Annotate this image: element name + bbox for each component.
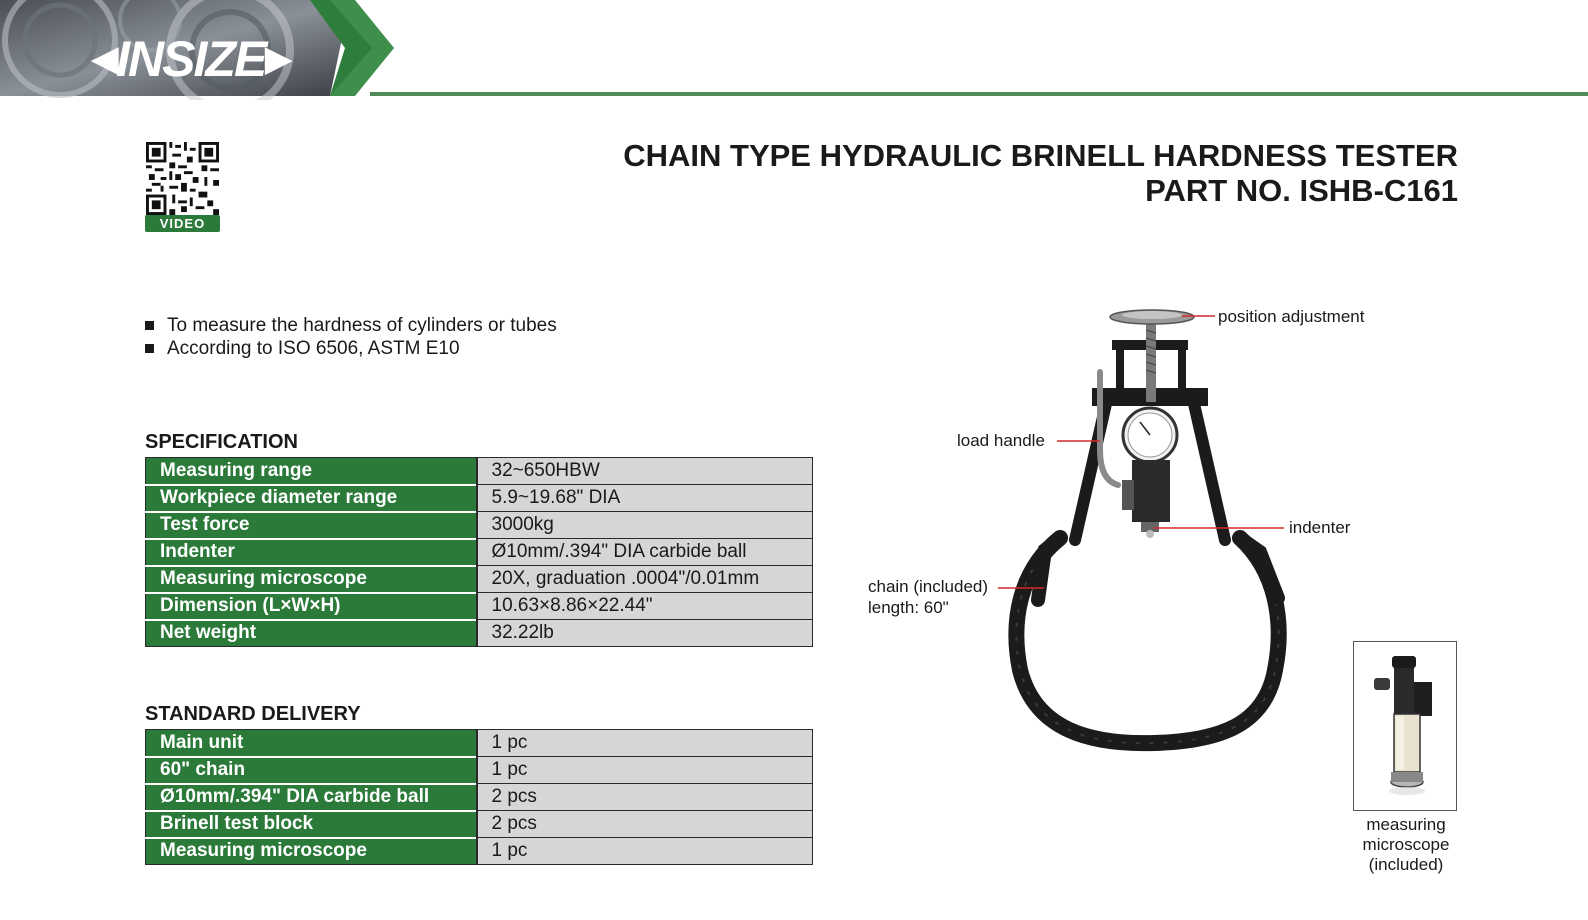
brand-name: INSIZE: [116, 31, 266, 87]
qr-code-icon: [145, 142, 220, 215]
delivery-label: Measuring microscope: [146, 838, 477, 865]
delivery-label: 60" chain: [146, 757, 477, 784]
delivery-value: 1 pc: [477, 730, 813, 757]
microscope-icon: [1354, 642, 1454, 808]
spec-value: 32~650HBW: [477, 458, 813, 485]
spec-label: Measuring microscope: [146, 566, 477, 593]
logo-arrow-right-icon: ▶: [265, 40, 290, 78]
spec-label: Dimension (L×W×H): [146, 593, 477, 620]
spec-label: Indenter: [146, 539, 477, 566]
spec-value: Ø10mm/.394" DIA carbide ball: [477, 539, 813, 566]
brand-logo: [92, 30, 290, 88]
spec-value: 10.63×8.86×22.44": [477, 593, 813, 620]
page-title: [623, 138, 1458, 208]
callout-chain: [868, 576, 988, 618]
spec-value: 3000kg: [477, 512, 813, 539]
callout-chain-line-2: length: 60": [868, 598, 949, 617]
title-line-1: CHAIN TYPE HYDRAULIC BRINELL HARDNESS TESTER: [623, 138, 1458, 173]
chain-icon: [1016, 538, 1278, 743]
delivery-value: 2 pcs: [477, 811, 813, 838]
callout-load-handle: load handle: [957, 431, 1045, 450]
spec-label: Test force: [146, 512, 477, 539]
logo-arrow-left-icon: ◀: [92, 40, 117, 78]
spec-value: 32.22lb: [477, 620, 813, 647]
callout-indenter: indenter: [1289, 518, 1351, 537]
delivery-heading: STANDARD DELIVERY: [145, 703, 361, 725]
table-row: [146, 593, 813, 620]
table-row: [146, 811, 813, 838]
spec-value: 5.9~19.68" DIA: [477, 485, 813, 512]
delivery-value: 1 pc: [477, 838, 813, 865]
spec-label: Measuring range: [146, 458, 477, 485]
feature-item: According to ISO 6506, ASTM E10: [145, 337, 557, 360]
delivery-value: 1 pc: [477, 757, 813, 784]
title-line-2: PART NO. ISHB-C161: [1145, 173, 1458, 208]
microscope-caption-line-1: measuring: [1366, 815, 1446, 834]
specification-table: [145, 457, 813, 647]
table-row: [146, 757, 813, 784]
delivery-table: [145, 729, 813, 865]
spec-value: 20X, graduation .0004"/0.01mm: [477, 566, 813, 593]
spec-label: Net weight: [146, 620, 477, 647]
delivery-label: Brinell test block: [146, 811, 477, 838]
table-row: [146, 485, 813, 512]
microscope-caption: [1345, 815, 1467, 875]
feature-list: [145, 314, 557, 360]
delivery-label: Ø10mm/.394" DIA carbide ball: [146, 784, 477, 811]
delivery-value: 2 pcs: [477, 784, 813, 811]
delivery-label: Main unit: [146, 730, 477, 757]
microscope-image-frame: [1353, 641, 1457, 811]
table-row: [146, 784, 813, 811]
video-qr-code[interactable]: [145, 142, 220, 232]
microscope-caption-line-2: microscope: [1362, 835, 1450, 854]
table-row: [146, 620, 813, 647]
specification-heading: SPECIFICATION: [145, 431, 298, 453]
microscope-caption-line-3: (included): [1368, 855, 1444, 874]
spec-label: Workpiece diameter range: [146, 485, 477, 512]
feature-item: To measure the hardness of cylinders or tubes: [145, 314, 557, 337]
table-row: [146, 566, 813, 593]
callout-chain-line-1: chain (included): [868, 577, 989, 596]
qr-video-label: VIDEO: [145, 215, 220, 232]
table-row: [146, 458, 813, 485]
table-row: [146, 539, 813, 566]
table-row: [146, 512, 813, 539]
callout-position-adjustment: position adjustment: [1218, 307, 1365, 326]
table-row: [146, 730, 813, 757]
header-banner: [0, 0, 1588, 100]
table-row: [146, 838, 813, 865]
